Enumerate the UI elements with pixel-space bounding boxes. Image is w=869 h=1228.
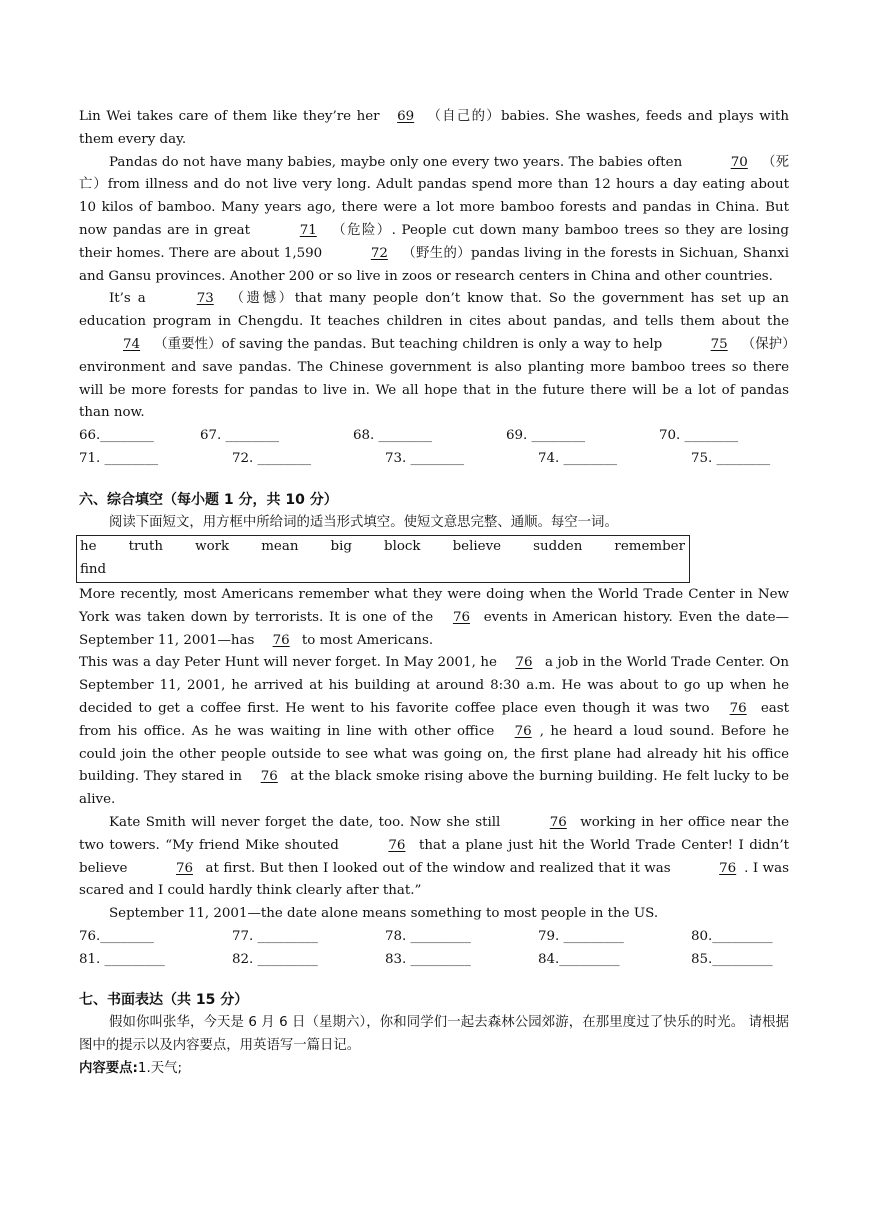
blank-72: 72: [370, 245, 388, 261]
section-7-title: 七、书面表达（共 15 分）: [79, 992, 249, 1009]
word-item: he: [80, 539, 97, 555]
answer-blank-79[interactable]: 79. _________: [538, 928, 624, 944]
answer-blank-69[interactable]: 69. ________: [506, 428, 586, 444]
text: It’s a: [109, 291, 153, 307]
text: More recently, most Americans remember what they were doing when the World Trade Center in New York was taken down by terrorists. It is one of the: [79, 586, 789, 625]
text: Kate Smith will never forget the date, too. Now she still: [109, 814, 506, 830]
section-6-instruction: 阅读下面短文，用方框中所给词的适当形式填空。使短文意思完整、通顺。每空一词。: [109, 514, 618, 530]
text: Lin Wei takes care of them like they’re her: [79, 109, 386, 124]
word-item: big: [330, 539, 352, 555]
document-page: [79, 106, 789, 1081]
blank-74: 74: [123, 336, 141, 352]
content-points-label: 内容要点:: [79, 1060, 138, 1076]
text: （遗憾）that many people don’t know that. So the government has set up an education program in Chengdu. It teaches children in cites about pandas, and tells them about the: [79, 291, 790, 330]
word-item: truth: [128, 539, 164, 555]
blank: 76: [729, 700, 747, 716]
answer-row-76-80: [79, 926, 789, 949]
text: （自己的）babies. She washes, feeds and plays with them every day.: [79, 109, 789, 147]
text: （保护）environment and save pandas. The Chinese government is also planting more bamboo trees so there will be more forests for pandas to live in. We all hope that in the future there will be a lot of pandas than now.: [79, 336, 789, 421]
blank: 76: [719, 860, 737, 876]
text: . I was scared and I could hardly think clearly after that.”: [79, 860, 790, 899]
text: that a plane just hit the World Trade Center! I didn’t believe: [79, 837, 789, 876]
word-item: believe: [452, 539, 502, 555]
word-item: block: [384, 539, 421, 555]
blank-69: 69: [397, 109, 415, 124]
answer-row-71-75: [79, 448, 789, 471]
answer-blank-70[interactable]: 70. ________: [659, 428, 739, 444]
blank-71: 71: [299, 222, 317, 238]
paragraph-peter-hunt: [79, 652, 789, 812]
answer-row-81-85: [79, 949, 789, 972]
text: at first. But then I looked out of the window and realized that it was: [201, 860, 676, 876]
answer-row-66-70: [79, 425, 789, 448]
content-points: [79, 1058, 789, 1081]
answer-blank-78[interactable]: 78. _________: [385, 928, 471, 944]
word-item: work: [195, 539, 230, 555]
word-box: [76, 535, 690, 583]
blank-75: 75: [710, 336, 728, 352]
text: （重要性）of saving the pandas. But teaching children is only a way to help: [154, 336, 667, 352]
answer-blank-82[interactable]: 82. _________: [232, 951, 318, 967]
answer-blank-68[interactable]: 68. ________: [353, 428, 433, 444]
answer-blank-83[interactable]: 83. _________: [385, 951, 471, 967]
answer-blank-81[interactable]: 81. _________: [79, 951, 165, 967]
text: east from his office. As he was waiting in line with other office: [79, 700, 789, 739]
word-item: sudden: [533, 539, 583, 555]
answer-blank-67[interactable]: 67. ________: [200, 428, 280, 444]
answer-blank-74[interactable]: 74. ________: [538, 450, 618, 466]
blank: 76: [260, 769, 278, 785]
blank: 76: [515, 655, 533, 671]
answer-blank-73[interactable]: 73. ________: [385, 450, 465, 466]
content-points-text: 1.天气;: [137, 1060, 182, 1076]
answer-blank-66[interactable]: 66.________: [79, 428, 154, 444]
text: （野生的）pandas living in the forests in Sichuan, Shanxi and Gansu provinces. Another 200 or so live in zoos or research centers in China and other countries.: [79, 245, 789, 284]
word-item: mean: [261, 539, 299, 555]
answer-blank-71[interactable]: 71. ________: [79, 450, 159, 466]
answer-blank-72[interactable]: 72. ________: [232, 450, 312, 466]
paragraph-69: [79, 106, 789, 152]
blank: 76: [388, 837, 406, 853]
section-6-title: 六、综合填空（每小题 1 分，共 10 分）: [79, 491, 338, 508]
answer-blank-76[interactable]: 76.________: [79, 928, 154, 944]
text: to most Americans.: [297, 632, 434, 648]
text: This was a day Peter Hunt will never forget. In May 2001, he: [79, 655, 502, 671]
paragraph-education: [79, 288, 789, 425]
answer-blank-75[interactable]: 75. ________: [691, 450, 771, 466]
word-item: remember: [614, 539, 685, 555]
word-item: find: [80, 562, 107, 578]
text: Pandas do not have many babies, maybe only one every two years. The babies often: [109, 154, 687, 170]
paragraph-pandas: [79, 152, 789, 289]
paragraph-conclusion: September 11, 2001—the date alone means something to most people in the US.: [109, 906, 659, 922]
blank-73: 73: [196, 291, 214, 307]
answer-blank-80[interactable]: 80._________: [691, 928, 773, 944]
text: （危险）. People cut down many bamboo trees so they are losing their homes. There are about 1,590: [79, 222, 790, 261]
word-list: [77, 536, 689, 559]
text: working in her office near the two towers. “My friend Mike shouted: [79, 814, 789, 853]
paragraph-kate-smith: [79, 812, 789, 903]
answer-blank-85[interactable]: 85._________: [691, 951, 773, 967]
text: a job in the World Trade Center. On September 11, 2001, he arrived at his building at around 8:30 a.m. He was about to go up when he decided to get a coffee first. He went to his favorite coffee place even though it was two: [79, 655, 789, 716]
paragraph-911: [79, 584, 789, 652]
blank: 76: [514, 723, 532, 739]
answer-blank-84[interactable]: 84._________: [538, 951, 620, 967]
text: events in American history. Even the date—September 11, 2001—has: [79, 609, 789, 648]
text: at the black smoke rising above the burning building. He felt lucky to be alive.: [79, 769, 789, 808]
blank-70: 70: [730, 154, 748, 170]
answer-blank-77[interactable]: 77. _________: [232, 928, 318, 944]
blank: 76: [549, 814, 567, 830]
blank: 76: [272, 632, 290, 648]
section-7-prompt: 假如你叫张华，今天是 6 月 6 日（星期六），你和同学们一起去森林公园郊游，在那里度过了快乐的时光。 请根据图中的提示以及内容要点，用英语写一篇日记。: [79, 1015, 789, 1054]
blank: 76: [452, 609, 470, 625]
text: , he heard a loud sound. Before he could join the other people outside to see what was going on, the first plane had already hit his office building. They stared in: [79, 723, 789, 785]
text: （死亡）from illness and do not live very long. Adult pandas spend more than 12 hours a day eating about 10 kilos of bamboo. Many years ago, there were a lot more bamboo forests and pandas in China. But now pandas are in great: [79, 154, 789, 238]
blank: 76: [175, 860, 194, 876]
